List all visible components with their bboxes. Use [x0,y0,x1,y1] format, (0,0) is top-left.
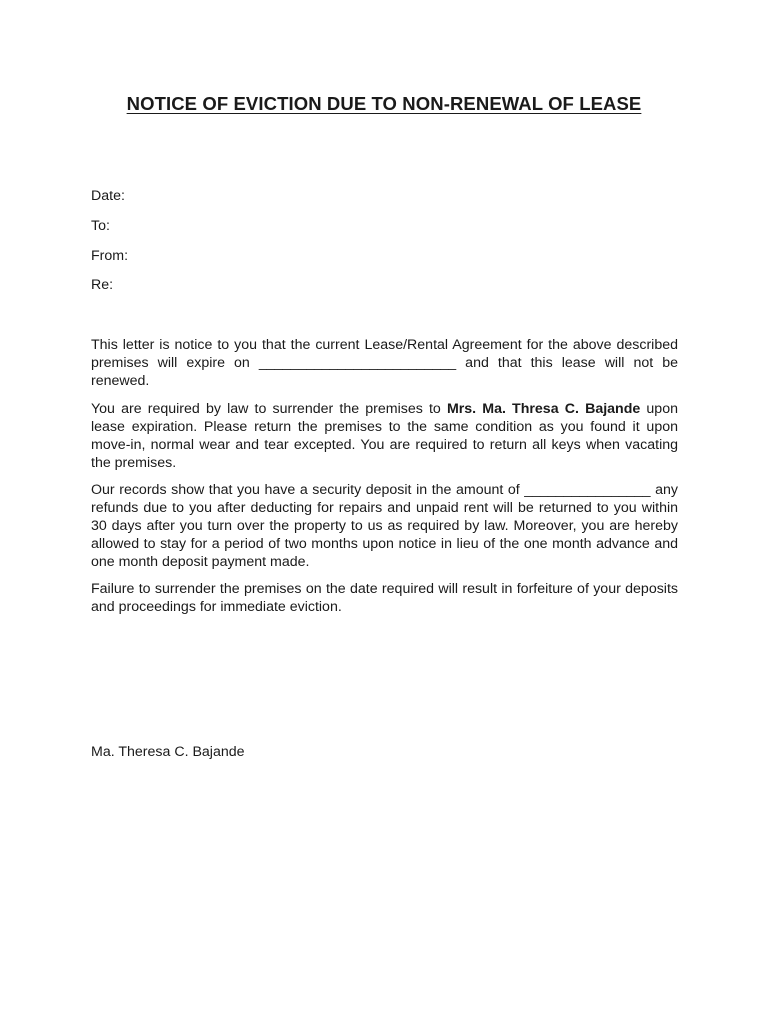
to-label: To: [91,218,110,234]
surrender-text-end: upon lease expiration. Please return the premises to the same condition as you found it upon move-in, normal wear and tear excepted. You are required to return all keys when vacating the premises. [91,401,678,471]
from-label: From: [91,248,129,264]
landlord-name: Mrs. Ma. Thresa C. Bajande [446,401,641,417]
paragraph-failure-warning: Failure to surrender the premises on the date required will result in forfeiture of your deposits and proceedings for immediate eviction. [91,581,678,615]
document-title: NOTICE OF EVICTION DUE TO NON-RENEWAL OF LEASE [126,93,642,114]
paragraph-security-deposit: Our records show that you have a security deposit in the amount of ________________ any refunds due to you after deducting for repairs and unpaid rent will be returned to you within 30 days after you turn over the property to us as required by law. Moreover, you are hereby allowed to stay for a period of two months upon notice in lieu of the one month advance and one month deposit payment made. [91,482,678,570]
re-label: Re: [91,277,114,293]
signature-name: Ma. Theresa C. Bajande [91,744,245,760]
surrender-text-start: You are required by law to surrender the premises to [91,401,447,417]
paragraph-surrender [91,400,678,472]
date-label: Date: [91,188,125,204]
paragraph-expiry-notice: This letter is notice to you that the current Lease/Rental Agreement for the above described premises will expire on _________________________ and that this lease will not be renewed. [91,337,678,389]
